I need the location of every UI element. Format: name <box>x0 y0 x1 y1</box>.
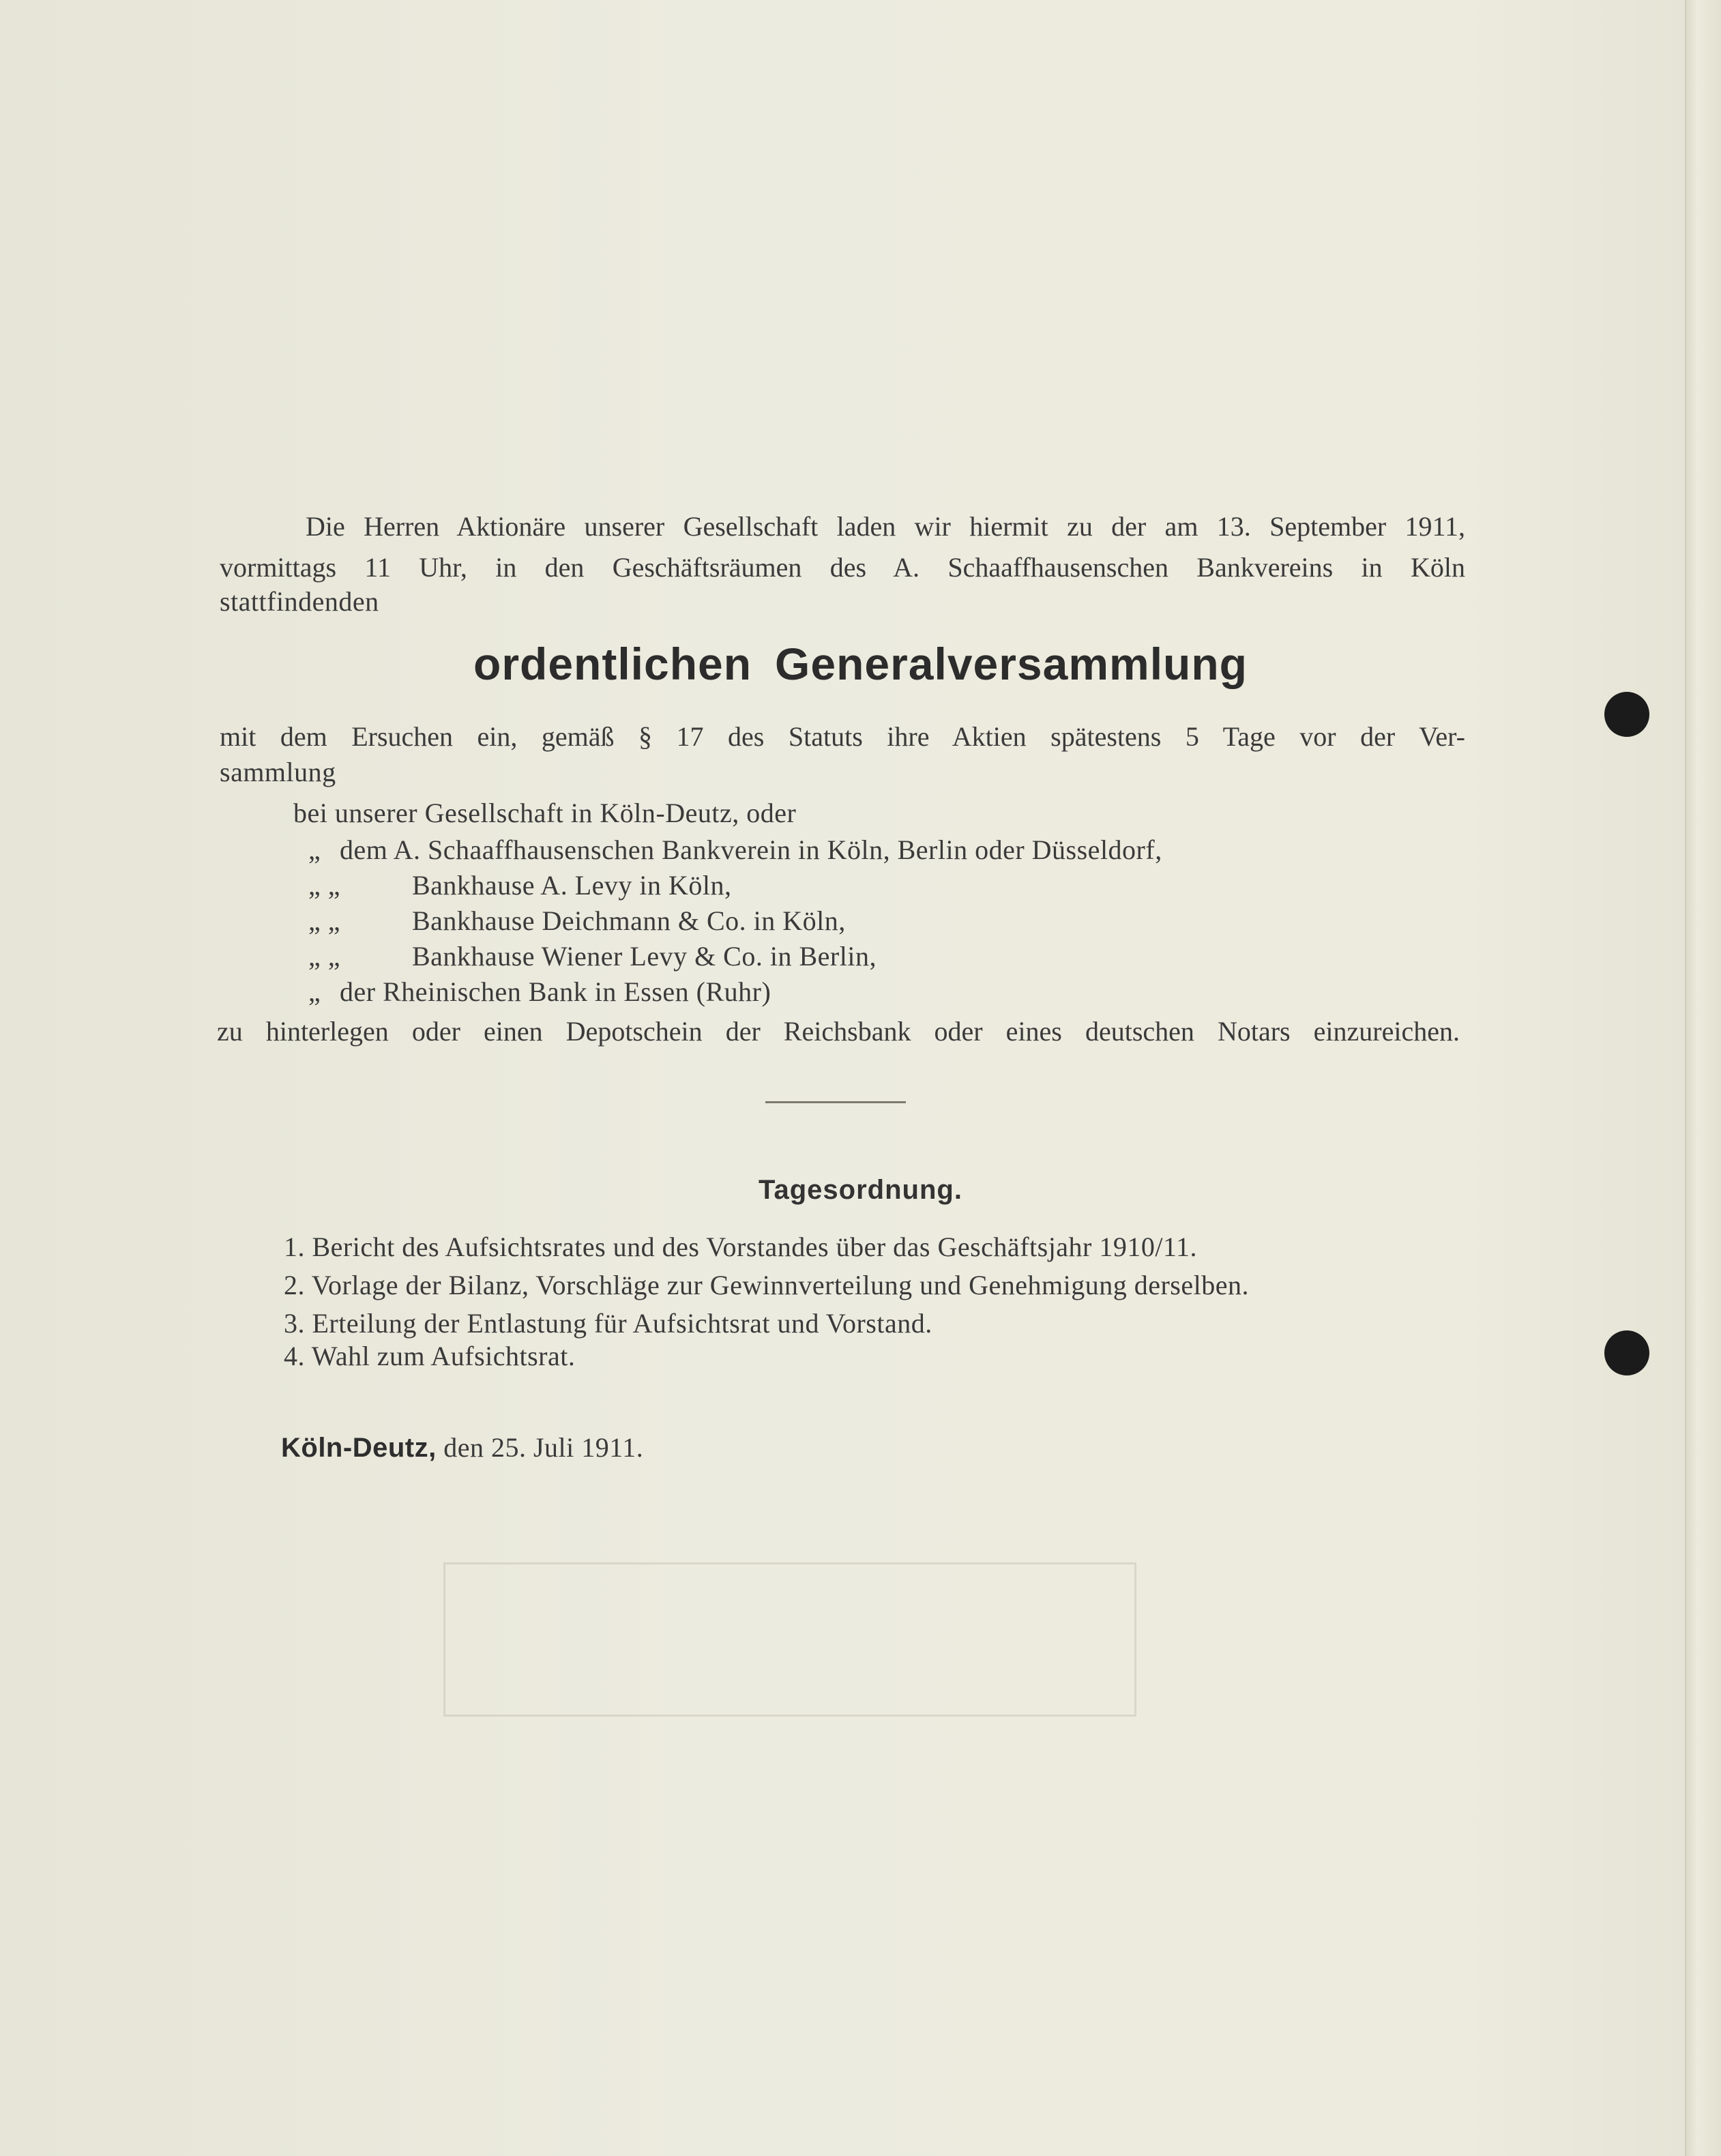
agenda-item: 2. Vorlage der Bilanz, Vorschläge zur Gewinnverteilung und Genehmigung derselben. <box>284 1270 1249 1300</box>
title-word-1: ordentlichen <box>473 639 752 689</box>
punch-hole-top <box>1604 692 1649 737</box>
depository-text: der Rheinischen Bank in Essen (Ruhr) <box>340 976 771 1007</box>
agenda-item: 4. Wahl zum Aufsichtsrat. <box>284 1341 576 1371</box>
invitation-line-3: stattfindenden <box>220 586 379 617</box>
invitation-line-2: vormittags 11 Uhr, in den Geschäftsräumen des A. Schaaffhausenschen Bankvereins in Köln <box>220 552 1465 583</box>
depository-item <box>308 943 877 970</box>
ditto-mark: „ <box>308 976 321 1007</box>
depository-item <box>293 800 796 827</box>
paper-edge <box>1685 0 1721 2156</box>
punch-hole-bottom <box>1604 1330 1649 1375</box>
bleed-through-mark <box>443 1562 1136 1717</box>
place-and-date <box>281 1431 643 1463</box>
ditto-mark: „ „ <box>308 941 341 972</box>
request-line-1: mit dem Ersuchen ein, gemäß § 17 des Statuts ihre Aktien spätestens 5 Tage vor der Ver- <box>220 721 1465 752</box>
request-line-2: sammlung <box>220 757 336 787</box>
agenda-title: Tagesordnung. <box>759 1175 962 1205</box>
page-title <box>0 638 1721 690</box>
depository-item <box>308 872 732 899</box>
depository-text: Bankhause Deichmann & Co. in Köln, <box>412 905 846 936</box>
depository-text: Bankhause Wiener Levy & Co. in Berlin, <box>412 941 877 972</box>
closing-line: zu hinterlegen oder einen Depotschein der Reichsbank oder eines deutschen Notars einzureichen. <box>217 1016 1460 1047</box>
ditto-mark: „ „ <box>308 905 341 936</box>
depository-text: dem A. Schaaffhausenschen Bankverein in Köln, Berlin oder Düsseldorf, <box>340 834 1162 865</box>
depository-item <box>308 907 846 935</box>
depository-text: bei unserer Gesellschaft in Köln-Deutz, oder <box>293 798 797 828</box>
invitation-line-1: Die Herren Aktionäre unserer Gesellschaft laden wir hiermit zu der am 13. September 1911, <box>306 511 1465 542</box>
ditto-mark: „ „ <box>308 870 341 901</box>
agenda-item: 3. Erteilung der Entlastung für Aufsichtsrat und Vorstand. <box>284 1308 932 1339</box>
title-word-2: Generalversammlung <box>775 639 1248 689</box>
place-name: Köln-Deutz, <box>281 1433 437 1463</box>
date-text: den 25. Juli 1911. <box>443 1432 644 1463</box>
ditto-mark: „ <box>308 834 321 865</box>
section-divider <box>765 1101 906 1103</box>
agenda-item: 1. Bericht des Aufsichtsrates und des Vorstandes über das Geschäftsjahr 1910/11. <box>284 1232 1198 1262</box>
depository-item <box>308 978 771 1006</box>
depository-text: Bankhause A. Levy in Köln, <box>412 870 732 901</box>
depository-item <box>308 836 1162 864</box>
